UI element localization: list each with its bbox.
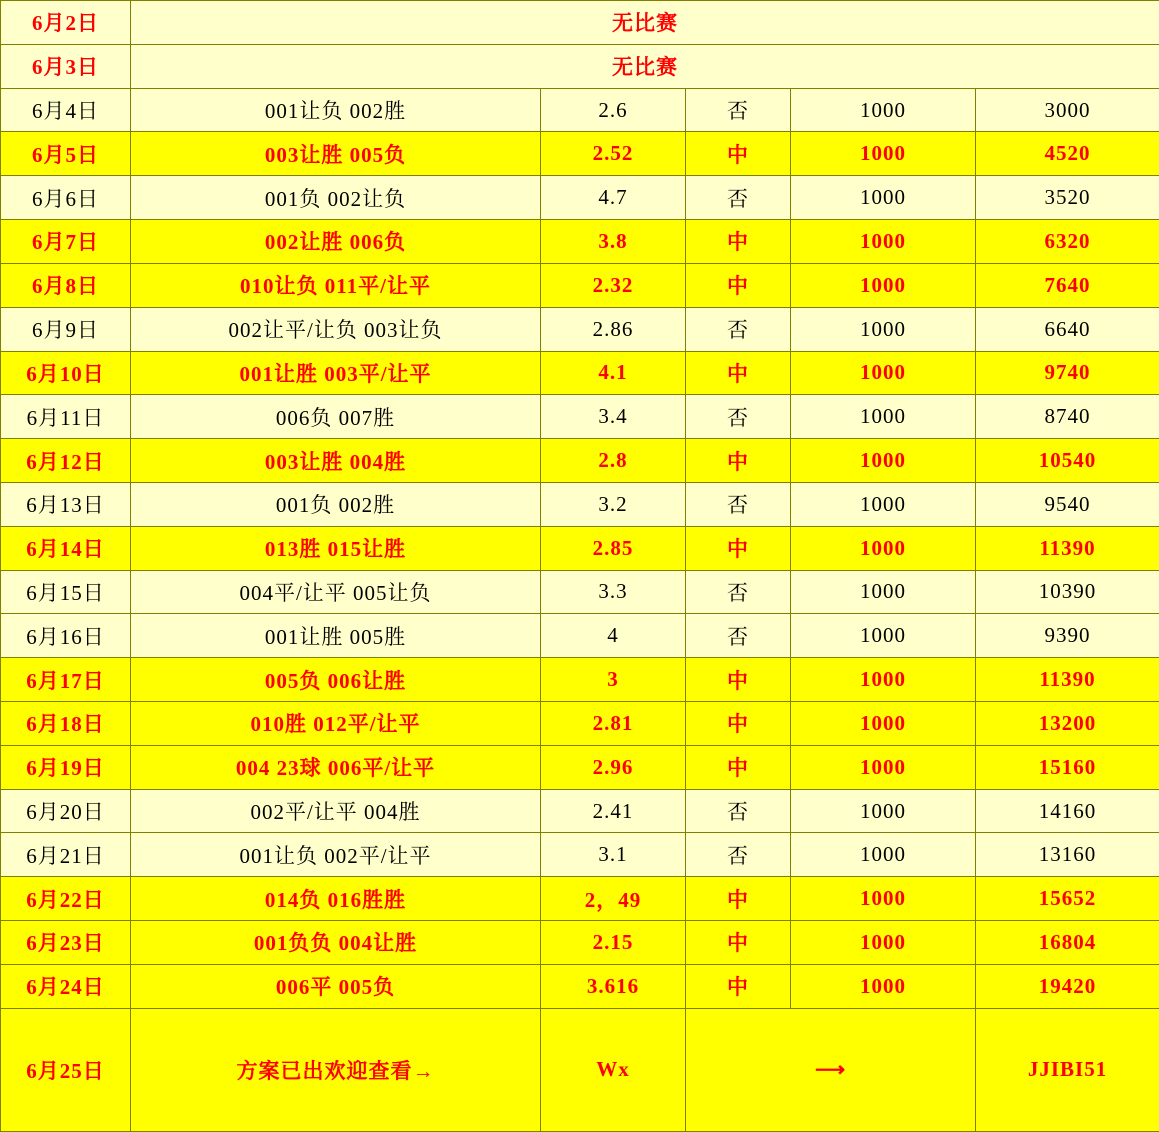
cell-match: 004 23球 006平/让平 <box>131 745 541 789</box>
cell-stake: 1000 <box>791 658 976 702</box>
cell-odds: 2.6 <box>541 88 686 132</box>
table-row <box>1 570 1159 614</box>
table-row <box>1 176 1159 220</box>
cell-date: 6月20日 <box>1 789 131 833</box>
cell-odds: 4 <box>541 614 686 658</box>
promo-wx-label: Wx <box>541 1008 686 1131</box>
cell-stake: 1000 <box>791 526 976 570</box>
cell-date: 6月23日 <box>1 921 131 965</box>
cell-stake: 1000 <box>791 964 976 1008</box>
cell-odds: 3 <box>541 658 686 702</box>
right-arrow-icon: ⟶ <box>686 1008 976 1131</box>
cell-date: 6月4日 <box>1 88 131 132</box>
cell-odds: 3.4 <box>541 395 686 439</box>
cell-date: 6月15日 <box>1 570 131 614</box>
cell-odds: 3.3 <box>541 570 686 614</box>
cell-match: 002平/让平 004胜 <box>131 789 541 833</box>
cell-stake: 1000 <box>791 88 976 132</box>
cell-hit: 否 <box>686 614 791 658</box>
table-row <box>1 482 1159 526</box>
cell-match: 003让胜 005负 <box>131 132 541 176</box>
cell-date: 6月5日 <box>1 132 131 176</box>
cell-no-match: 无比赛 <box>131 44 1159 88</box>
cell-stake: 1000 <box>791 263 976 307</box>
cell-match: 010胜 012平/让平 <box>131 702 541 746</box>
cell-match: 010让负 011平/让平 <box>131 263 541 307</box>
cell-profit: 13160 <box>976 833 1159 877</box>
cell-stake: 1000 <box>791 439 976 483</box>
cell-stake: 1000 <box>791 482 976 526</box>
cell-hit: 中 <box>686 220 791 264</box>
cell-stake: 1000 <box>791 132 976 176</box>
table-row <box>1 1 1159 45</box>
cell-date: 6月24日 <box>1 964 131 1008</box>
cell-hit: 中 <box>686 526 791 570</box>
cell-hit: 中 <box>686 439 791 483</box>
table-row <box>1 833 1159 877</box>
cell-stake: 1000 <box>791 877 976 921</box>
cell-odds: 2.41 <box>541 789 686 833</box>
cell-stake: 1000 <box>791 789 976 833</box>
cell-odds: 2.52 <box>541 132 686 176</box>
cell-match: 002让平/让负 003让负 <box>131 307 541 351</box>
cell-hit: 否 <box>686 482 791 526</box>
cell-match: 001让负 002胜 <box>131 88 541 132</box>
cell-date: 6月8日 <box>1 263 131 307</box>
cell-stake: 1000 <box>791 176 976 220</box>
cell-profit: 9390 <box>976 614 1159 658</box>
cell-odds: 3.616 <box>541 964 686 1008</box>
cell-profit: 9740 <box>976 351 1159 395</box>
cell-date: 6月13日 <box>1 482 131 526</box>
cell-odds: 4.1 <box>541 351 686 395</box>
cell-profit: 8740 <box>976 395 1159 439</box>
promo-wx-id: JJIBI51 <box>976 1008 1159 1131</box>
cell-stake: 1000 <box>791 614 976 658</box>
cell-stake: 1000 <box>791 702 976 746</box>
cell-hit: 否 <box>686 789 791 833</box>
cell-stake: 1000 <box>791 395 976 439</box>
cell-profit: 9540 <box>976 482 1159 526</box>
cell-match: 001让胜 005胜 <box>131 614 541 658</box>
cell-hit: 否 <box>686 307 791 351</box>
promo-date: 6月25日 <box>1 1008 131 1131</box>
cell-profit: 6320 <box>976 220 1159 264</box>
cell-odds: 3.8 <box>541 220 686 264</box>
cell-profit: 11390 <box>976 526 1159 570</box>
table-row <box>1 132 1159 176</box>
cell-match: 005负 006让胜 <box>131 658 541 702</box>
cell-match: 006平 005负 <box>131 964 541 1008</box>
cell-profit: 7640 <box>976 263 1159 307</box>
table-row <box>1 877 1159 921</box>
cell-date: 6月12日 <box>1 439 131 483</box>
cell-match: 001负负 004让胜 <box>131 921 541 965</box>
cell-match: 003让胜 004胜 <box>131 439 541 483</box>
cell-hit: 否 <box>686 395 791 439</box>
cell-hit: 中 <box>686 964 791 1008</box>
table-row <box>1 220 1159 264</box>
cell-profit: 14160 <box>976 789 1159 833</box>
cell-date: 6月11日 <box>1 395 131 439</box>
table-row <box>1 439 1159 483</box>
cell-stake: 1000 <box>791 921 976 965</box>
cell-odds: 2.15 <box>541 921 686 965</box>
cell-hit: 中 <box>686 263 791 307</box>
cell-date: 6月17日 <box>1 658 131 702</box>
cell-odds: 4.7 <box>541 176 686 220</box>
cell-date: 6月18日 <box>1 702 131 746</box>
table-row <box>1 395 1159 439</box>
table-row <box>1 964 1159 1008</box>
cell-stake: 1000 <box>791 220 976 264</box>
cell-profit: 10540 <box>976 439 1159 483</box>
cell-hit: 否 <box>686 176 791 220</box>
cell-profit: 3520 <box>976 176 1159 220</box>
cell-match: 001让负 002平/让平 <box>131 833 541 877</box>
cell-stake: 1000 <box>791 833 976 877</box>
table-row <box>1 44 1159 88</box>
cell-profit: 10390 <box>976 570 1159 614</box>
cell-odds: 2.86 <box>541 307 686 351</box>
cell-profit: 16804 <box>976 921 1159 965</box>
cell-match: 013胜 015让胜 <box>131 526 541 570</box>
cell-no-match: 无比赛 <box>131 1 1159 45</box>
cell-stake: 1000 <box>791 570 976 614</box>
cell-odds: 2.85 <box>541 526 686 570</box>
table-body <box>1 1 1159 1132</box>
cell-hit: 中 <box>686 351 791 395</box>
cell-date: 6月19日 <box>1 745 131 789</box>
cell-odds: 3.2 <box>541 482 686 526</box>
table-row <box>1 702 1159 746</box>
cell-date: 6月16日 <box>1 614 131 658</box>
cell-hit: 否 <box>686 833 791 877</box>
cell-profit: 15652 <box>976 877 1159 921</box>
table-row <box>1 745 1159 789</box>
cell-profit: 19420 <box>976 964 1159 1008</box>
cell-hit: 中 <box>686 658 791 702</box>
promo-row <box>1 1008 1159 1131</box>
table-row <box>1 263 1159 307</box>
cell-odds: 2.8 <box>541 439 686 483</box>
cell-hit: 否 <box>686 570 791 614</box>
cell-profit: 3000 <box>976 88 1159 132</box>
cell-stake: 1000 <box>791 307 976 351</box>
table-row <box>1 921 1159 965</box>
cell-hit: 中 <box>686 702 791 746</box>
cell-hit: 中 <box>686 745 791 789</box>
cell-match: 004平/让平 005让负 <box>131 570 541 614</box>
promo-message: 方案已出欢迎查看→ <box>131 1008 541 1131</box>
cell-profit: 13200 <box>976 702 1159 746</box>
cell-match: 002让胜 006负 <box>131 220 541 264</box>
cell-odds: 2，49 <box>541 877 686 921</box>
cell-date: 6月2日 <box>1 1 131 45</box>
cell-date: 6月3日 <box>1 44 131 88</box>
cell-date: 6月9日 <box>1 307 131 351</box>
cell-profit: 11390 <box>976 658 1159 702</box>
cell-date: 6月22日 <box>1 877 131 921</box>
cell-odds: 2.32 <box>541 263 686 307</box>
cell-profit: 6640 <box>976 307 1159 351</box>
cell-odds: 2.81 <box>541 702 686 746</box>
table-row <box>1 88 1159 132</box>
cell-odds: 3.1 <box>541 833 686 877</box>
table-row <box>1 307 1159 351</box>
cell-hit: 中 <box>686 921 791 965</box>
cell-match: 001负 002胜 <box>131 482 541 526</box>
cell-hit: 中 <box>686 877 791 921</box>
cell-stake: 1000 <box>791 745 976 789</box>
table-row <box>1 351 1159 395</box>
cell-match: 001负 002让负 <box>131 176 541 220</box>
cell-date: 6月10日 <box>1 351 131 395</box>
cell-date: 6月6日 <box>1 176 131 220</box>
cell-stake: 1000 <box>791 351 976 395</box>
table-row <box>1 658 1159 702</box>
cell-hit: 中 <box>686 132 791 176</box>
table-row <box>1 614 1159 658</box>
table-row <box>1 789 1159 833</box>
cell-date: 6月21日 <box>1 833 131 877</box>
cell-odds: 2.96 <box>541 745 686 789</box>
cell-date: 6月7日 <box>1 220 131 264</box>
table-row <box>1 526 1159 570</box>
cell-date: 6月14日 <box>1 526 131 570</box>
cell-match: 006负 007胜 <box>131 395 541 439</box>
cell-hit: 否 <box>686 88 791 132</box>
cell-profit: 15160 <box>976 745 1159 789</box>
cell-match: 001让胜 003平/让平 <box>131 351 541 395</box>
cell-profit: 4520 <box>976 132 1159 176</box>
cell-match: 014负 016胜胜 <box>131 877 541 921</box>
